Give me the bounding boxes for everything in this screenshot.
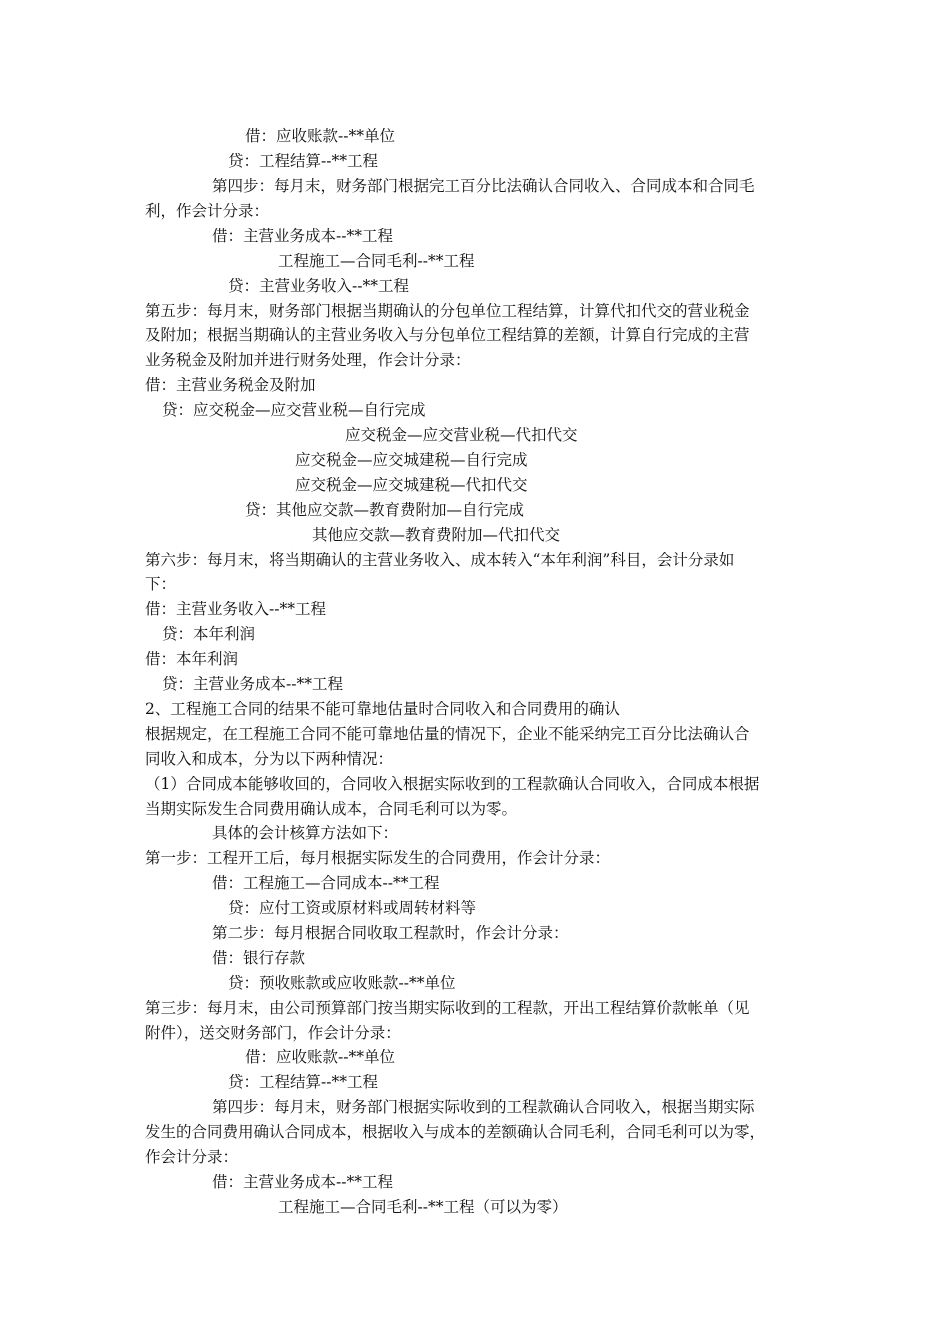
section-heading: 2、工程施工合同的结果不能可靠地估量时合同收入和合同费用的确认 (145, 700, 620, 718)
text-line: 第四步：每月末，财务部门根据完工百分比法确认合同收入、合同成本和合同毛 (212, 177, 755, 195)
text-line: 第三步：每月末，由公司预算部门按当期实际收到的工程款，开出工程结算价款帐单（见 (145, 999, 750, 1017)
text-line: 贷：其他应交款—教育费附加—自行完成 (245, 501, 525, 519)
text-line: 业务税金及附加并进行财务处理，作会计分录： (145, 351, 471, 369)
text-line: 具体的会计核算方法如下： (212, 824, 399, 842)
text-line: 工程施工—合同毛利--**工程 (278, 252, 475, 270)
text-line: 应交税金—应交城建税—代扣代交 (295, 476, 528, 494)
text-line: 应交税金—应交城建税—自行完成 (295, 451, 528, 469)
text-line: 同收入和成本，分为以下两种情况： (145, 750, 394, 768)
text-line: 第一步：工程开工后，每月根据实际发生的合同费用，作会计分录： (145, 849, 611, 867)
text-line: 借：主营业务税金及附加 (145, 376, 316, 394)
text-line: 作会计分录： (145, 1148, 239, 1166)
text-line: 借：主营业务成本--**工程 (212, 1173, 393, 1191)
text-line: 其他应交款—教育费附加—代扣代交 (312, 526, 561, 544)
text-line: 贷：本年利润 (162, 625, 256, 643)
text-line: 贷：主营业务收入--**工程 (228, 277, 409, 295)
text-line: 第六步：每月末，将当期确认的主营业务收入、成本转入“本年利润”科目，会计分录如 (145, 551, 735, 569)
text-line: 贷：预收账款或应收账款--**单位 (228, 974, 456, 992)
text-line: 第四步：每月末，财务部门根据实际收到的工程款确认合同收入，根据当期实际 (212, 1098, 755, 1116)
text-line: 附件），送交财务部门，作会计分录： (145, 1024, 401, 1042)
text-line: 借：工程施工—合同成本--**工程 (212, 874, 440, 892)
text-line: 借：主营业务收入--**工程 (145, 600, 326, 618)
text-line: 借：银行存款 (212, 949, 306, 967)
text-line: 及附加；根据当期确认的主营业务收入与分包单位工程结算的差额，计算自行完成的主营 (145, 326, 750, 344)
text-line: 借：应收账款--**单位 (245, 1048, 395, 1066)
text-line: 第二步：每月根据合同收取工程款时，作会计分录： (212, 924, 569, 942)
text-line: 贷：应交税金—应交营业税—自行完成 (162, 401, 426, 419)
text-line: 当期实际发生合同费用确认成本，合同毛利可以为零。 (145, 800, 518, 818)
text-line: 借：应收账款--**单位 (245, 127, 395, 145)
text-line: 根据规定，在工程施工合同不能可靠地估量的情况下，企业不能采纳完工百分比法确认合 (145, 725, 750, 743)
text-line: 贷：工程结算--**工程 (228, 1073, 378, 1091)
text-line: 借：主营业务成本--**工程 (212, 227, 393, 245)
text-line: 贷：工程结算--**工程 (228, 152, 378, 170)
text-line: 利，作会计分录： (145, 202, 270, 220)
text-line: 贷：主营业务成本--**工程 (162, 675, 343, 693)
text-line: 贷：应付工资或原材料或周转材料等 (228, 899, 477, 917)
text-line: 下： (145, 575, 177, 593)
text-line: （1）合同成本能够收回的，合同收入根据实际收到的工程款确认合同收入，合同成本根据 (145, 775, 760, 793)
text-line: 第五步：每月末，财务部门根据当期确认的分包单位工程结算，计算代扣代交的营业税金 (145, 302, 750, 320)
text-line: 发生的合同费用确认合同成本，根据收入与成本的差额确认合同毛利，合同毛利可以为零， (145, 1123, 766, 1141)
text-line: 工程施工—合同毛利--**工程（可以为零） (278, 1198, 568, 1216)
text-line: 应交税金—应交营业税—代扣代交 (345, 426, 578, 444)
text-line: 借：本年利润 (145, 650, 239, 668)
